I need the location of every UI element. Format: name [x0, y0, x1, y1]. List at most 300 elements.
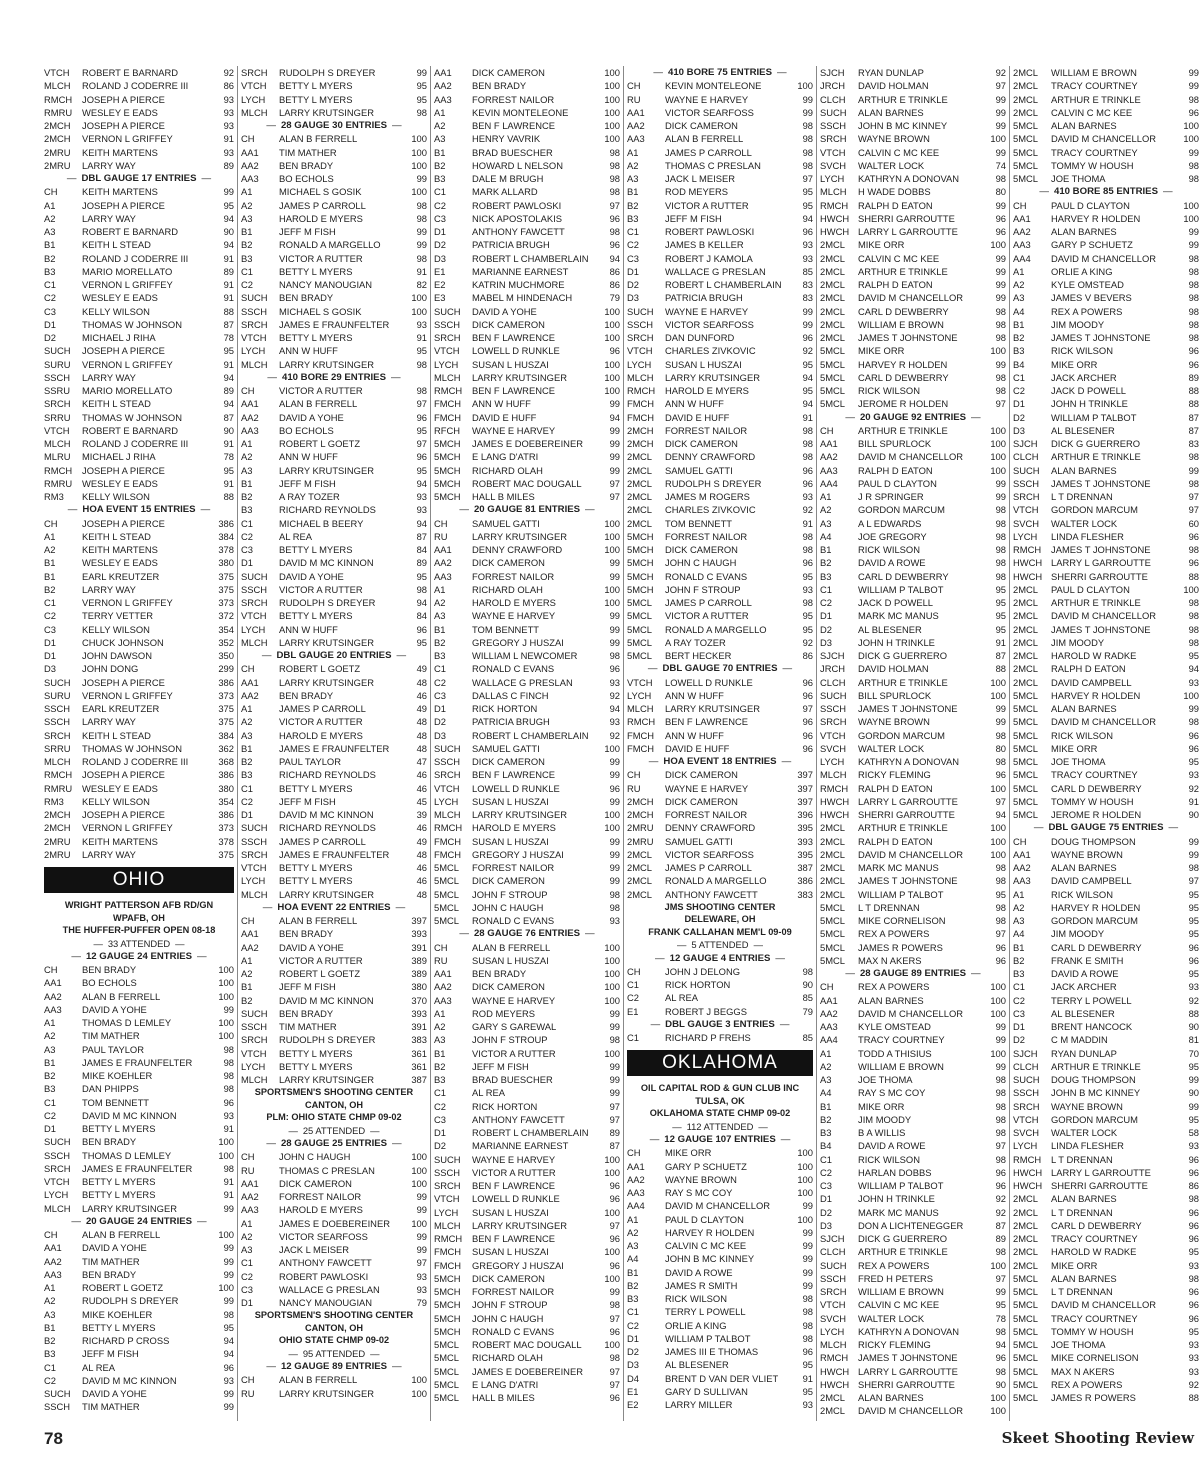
shooter-name: PATRICIA BRUGH — [472, 239, 550, 251]
shooter-name: ROBERT E BARNARD — [82, 424, 179, 436]
class-code: B2 — [434, 1060, 446, 1072]
event-header: — DBL GAUGE 20 ENTRIES — — [241, 649, 427, 662]
result-row — [1013, 861, 1199, 874]
shooter-name: BILL SPURLOCK — [858, 438, 932, 449]
score: 100 — [218, 1282, 234, 1293]
shooter-name: TRACY COURTNEY — [858, 1034, 945, 1046]
class-code: E3 — [434, 292, 446, 304]
result-row — [434, 1219, 620, 1232]
result-row — [820, 901, 1006, 914]
result-row — [1013, 1285, 1199, 1298]
class-code: B1 — [1013, 318, 1025, 330]
result-row — [627, 238, 813, 251]
class-code: CH — [627, 965, 641, 977]
shooter-name: RALPH D EATON — [858, 199, 933, 211]
shooter-name: WAYNE E HARVEY — [472, 424, 556, 436]
result-row — [44, 358, 234, 371]
class-code: SRCH — [241, 67, 268, 78]
result-row — [1013, 649, 1199, 662]
shooter-name: JOHN B MC KINNEY — [665, 1253, 755, 1265]
shooter-name: JOHN H TRINKLE — [1051, 398, 1128, 410]
result-row — [434, 305, 620, 318]
result-row — [434, 662, 620, 675]
shooter-name: KELLY WILSON — [82, 623, 150, 635]
class-code: SUCH — [241, 570, 268, 582]
score: 80 — [995, 186, 1006, 198]
score: 384 — [218, 530, 234, 542]
class-code: D2 — [434, 716, 446, 728]
result-row — [627, 570, 813, 583]
score: 99 — [1188, 835, 1199, 847]
class-code: FMCH — [434, 1259, 462, 1271]
shooter-name: HAROLD W RADKE — [1051, 650, 1137, 661]
class-code: B1 — [44, 557, 56, 569]
shooter-name: HARVEY R HOLDEN — [858, 358, 948, 370]
class-code: 5MCL — [1013, 1325, 1039, 1337]
result-row — [434, 252, 620, 265]
score: 98 — [995, 1100, 1006, 1112]
score: 97 — [1188, 875, 1199, 887]
result-row — [434, 556, 620, 569]
score: 100 — [604, 968, 620, 979]
result-row — [1013, 715, 1199, 728]
result-row — [44, 424, 234, 437]
shooter-name: NANCY MANOUGIAN — [279, 279, 373, 290]
shooter-name: JACK ARCHER — [1051, 371, 1117, 383]
shooter-name: ALAN B FERRELL — [279, 398, 358, 410]
score: 96 — [1188, 530, 1199, 542]
shooter-name: DAVID M CHANCELLOR — [1051, 610, 1157, 622]
score: 95 — [223, 345, 234, 357]
class-code: C2 — [434, 199, 446, 211]
result-row — [1013, 914, 1199, 927]
event-header: — HOA EVENT 18 ENTRIES — — [627, 755, 813, 768]
shooter-name: RICHARD REYNOLDS — [279, 769, 376, 781]
class-code: SJCH — [820, 67, 845, 78]
class-code: A1 — [241, 954, 253, 966]
result-row — [44, 93, 234, 106]
score: 96 — [416, 411, 427, 423]
shooter-name: ROBERT L CHAMBERLAIN — [472, 1127, 589, 1138]
result-row — [627, 1173, 813, 1186]
shooter-name: ARTHUR E TRINKLE — [1051, 597, 1141, 608]
shooter-name: BEN BRADY — [279, 1007, 334, 1019]
result-row — [241, 1033, 427, 1046]
shooter-name: ROBERT E BARNARD — [82, 226, 179, 237]
score: 98 — [802, 438, 813, 449]
result-row — [241, 490, 427, 503]
shooter-name: MIKE KOEHLER — [82, 1308, 153, 1320]
result-row — [627, 450, 813, 463]
result-row — [1013, 66, 1199, 79]
score: 99 — [223, 1268, 234, 1280]
score: 100 — [990, 835, 1006, 847]
event-header: — 410 BORE 85 ENTRIES — — [1013, 185, 1199, 198]
shooter-name: WAYNE E HARVEY — [472, 994, 556, 1006]
score: 100 — [411, 1387, 427, 1399]
shooter-name: RAY S MC COY — [858, 1087, 926, 1099]
class-code: C1 — [241, 1257, 253, 1269]
class-code: LYCH — [820, 173, 845, 184]
shooter-name: AL REA — [665, 992, 698, 1004]
result-row — [627, 1332, 813, 1345]
shooter-name: RAY S MC COY — [665, 1187, 733, 1198]
result-row — [820, 1285, 1006, 1298]
class-code: B1 — [241, 226, 253, 237]
score: 97 — [609, 199, 620, 211]
event-header: — 12 GAUGE 4 ENTRIES — — [627, 952, 813, 965]
class-code: FMCH — [434, 1246, 462, 1258]
result-row — [1013, 344, 1199, 357]
class-code: B4 — [1013, 358, 1025, 370]
class-code: MLCH — [241, 636, 268, 648]
result-row — [44, 596, 234, 609]
score: 99 — [609, 1007, 620, 1019]
result-row — [820, 1272, 1006, 1285]
class-code: 5MCL — [820, 371, 846, 383]
class-code: E1 — [627, 1005, 639, 1017]
score: 98 — [609, 888, 620, 900]
class-code: 5MCL — [434, 901, 460, 913]
result-row — [241, 384, 427, 397]
shooter-name: MAX N AKERS — [858, 954, 922, 966]
score: 99 — [609, 636, 620, 648]
score: 100 — [218, 1229, 234, 1240]
result-row — [627, 835, 813, 848]
shooter-name: VICTOR A RUTTER — [665, 199, 749, 211]
result-row — [820, 93, 1006, 106]
result-row — [44, 742, 234, 755]
class-code: 5MCL — [820, 385, 846, 396]
score: 98 — [995, 1246, 1006, 1258]
score: 92 — [1188, 782, 1199, 794]
score: 93 — [1188, 1339, 1199, 1350]
class-code: A1 — [627, 1213, 639, 1225]
score: 96 — [609, 782, 620, 794]
class-code: 2MRU — [627, 822, 654, 834]
score: 99 — [609, 1060, 620, 1072]
class-code: VTCH — [44, 67, 70, 78]
score: 46 — [416, 689, 427, 701]
class-code: C2 — [820, 1166, 832, 1178]
score: 97 — [609, 1113, 620, 1125]
shooter-name: REX A POWERS — [858, 981, 930, 993]
class-code: CH — [241, 663, 255, 675]
shooter-name: HAROLD E MYERS — [279, 729, 363, 741]
result-row — [1013, 199, 1199, 212]
result-row — [44, 1188, 234, 1201]
result-row — [820, 755, 1006, 768]
result-row — [1013, 212, 1199, 225]
shooter-name: LARRY KRUTSINGER — [279, 676, 374, 688]
shooter-name: RICHARD P FREHS — [665, 1032, 751, 1043]
club-heading: SPORTSMEN'S SHOOTING CENTER — [254, 1087, 414, 1098]
class-code: A3 — [1013, 915, 1025, 926]
shooter-name: RICHARD P CROSS — [82, 1335, 170, 1346]
shooter-name: SAMUEL GATTI — [665, 464, 733, 476]
class-code: VTCH — [241, 332, 267, 343]
shooter-name: VICTOR A RUTTER — [279, 954, 363, 966]
shooter-name: RALPH D EATON — [858, 782, 933, 794]
result-row — [44, 702, 234, 715]
shooter-name: TOM BENNETT — [82, 1096, 150, 1108]
event-header: — 28 GAUGE 25 ENTRIES — — [241, 1137, 427, 1150]
score: 397 — [411, 915, 427, 926]
result-row — [44, 490, 234, 503]
shooter-name: JOHN F STROUP — [472, 1299, 548, 1311]
shooter-name: BEN BRADY — [279, 928, 334, 940]
score: 96 — [802, 477, 813, 489]
shooter-name: BEN F LAWRENCE — [472, 120, 555, 131]
class-code: 5MCL — [1013, 1352, 1039, 1364]
shooter-name: ROLAND J CODERRE III — [82, 438, 189, 449]
result-row — [820, 185, 1006, 198]
class-code: SRCH — [44, 398, 71, 410]
class-code: LYCH — [1013, 1140, 1038, 1152]
score: 92 — [1188, 1378, 1199, 1390]
score: 98 — [1188, 716, 1199, 728]
result-row — [627, 636, 813, 649]
class-code: RU — [241, 1387, 255, 1399]
class-code: A3 — [627, 1240, 639, 1251]
score: 98 — [609, 186, 620, 198]
shooter-name: ARTHUR E TRINKLE — [858, 93, 948, 105]
shooter-name: TOM BENNETT — [472, 623, 540, 635]
result-row — [241, 517, 427, 530]
score: 99 — [609, 424, 620, 436]
shooter-name: WALLACE G PRESLAN — [472, 676, 573, 688]
shooter-name: BETTY L MYERS — [82, 1189, 156, 1201]
result-row — [434, 570, 620, 583]
result-row — [1013, 265, 1199, 278]
score: 96 — [802, 332, 813, 343]
result-row — [241, 888, 427, 901]
result-row — [241, 1373, 427, 1386]
score: 373 — [218, 689, 234, 701]
shooter-name: THOMAS D LEMLEY — [82, 1149, 172, 1161]
result-row — [434, 1338, 620, 1351]
result-row — [820, 994, 1006, 1007]
shooter-name: MICHAEL J RIHA — [82, 332, 156, 343]
attendance-count: — 25 ATTENDED — — [241, 1124, 427, 1137]
class-code: 5MCL — [1013, 1272, 1039, 1284]
result-row — [1013, 927, 1199, 940]
class-code: 5MCL — [1013, 742, 1039, 754]
score: 88 — [1188, 1392, 1199, 1403]
score: 45 — [416, 795, 427, 807]
result-row — [820, 79, 1006, 92]
class-code: A2 — [44, 544, 56, 555]
score: 93 — [609, 915, 620, 926]
shooter-name: DOUG THOMPSON — [1051, 1074, 1136, 1085]
shooter-name: FORREST NAILOR — [665, 809, 748, 820]
score: 372 — [218, 610, 234, 622]
class-code: SSCH — [44, 716, 71, 728]
result-row — [627, 782, 813, 795]
score: 98 — [802, 424, 813, 436]
shooter-name: SHERRI GARROUTTE — [1051, 570, 1148, 582]
class-code: 5MCH — [627, 530, 654, 542]
score: 94 — [223, 398, 234, 410]
class-code: 2MRU — [627, 835, 654, 847]
result-row — [434, 1153, 620, 1166]
shooter-name: LARRY KRUTSINGER — [82, 1202, 177, 1214]
shooter-name: LARRY L GARROUTTE — [1051, 1166, 1151, 1178]
shooter-name: AL REA — [82, 1361, 115, 1373]
shooter-name: MARK MC MANUS — [858, 1206, 939, 1218]
result-row — [434, 941, 620, 954]
class-code: SSRU — [44, 385, 71, 396]
class-code: 5MCL — [1013, 1286, 1039, 1297]
score: 100 — [411, 159, 427, 171]
result-row — [820, 636, 1006, 649]
results-page — [44, 66, 1200, 1421]
score: 96 — [1188, 1312, 1199, 1324]
score: 375 — [218, 570, 234, 582]
class-code: A4 — [1013, 305, 1025, 317]
class-code: 5MCH — [434, 1286, 461, 1297]
result-row — [1013, 1100, 1199, 1113]
class-code: C1 — [1013, 371, 1025, 383]
class-code: SRCH — [434, 769, 461, 781]
score: 393 — [411, 1007, 427, 1019]
shooter-name: JOHN C HAUGH — [472, 901, 544, 913]
class-code: SRCH — [1013, 491, 1040, 502]
score: 94 — [609, 703, 620, 714]
result-row — [1013, 808, 1199, 821]
class-code: B2 — [241, 491, 253, 502]
result-row — [44, 464, 234, 477]
result-row — [627, 1213, 813, 1226]
class-code: FMCH — [434, 398, 462, 410]
shooter-name: JOHN C HAUGH — [472, 1312, 544, 1324]
result-row — [1013, 159, 1199, 172]
class-code: AA2 — [820, 1007, 838, 1019]
result-row — [434, 742, 620, 755]
score: 98 — [995, 173, 1006, 184]
shooter-name: ROBERT L CHAMBERLAIN — [472, 252, 589, 264]
shooter-name: ROBERT L CHAMBERLAIN — [665, 279, 782, 290]
result-row — [44, 1281, 234, 1294]
result-row — [434, 623, 620, 636]
result-row — [434, 835, 620, 848]
result-row — [627, 609, 813, 622]
class-code: B3 — [434, 650, 446, 661]
shooter-name: ROBERT E BARNARD — [82, 67, 179, 78]
shooter-name: RICK WILSON — [858, 385, 920, 396]
shooter-name: RALPH D EATON — [858, 835, 933, 847]
shooter-name: JOHN H TRINKLE — [858, 1193, 935, 1205]
result-row — [241, 93, 427, 106]
result-row — [1013, 888, 1199, 901]
result-row — [434, 1285, 620, 1298]
result-row — [627, 397, 813, 410]
shooter-name: WALTER LOCK — [1051, 1127, 1118, 1138]
class-code: SUCH — [1013, 464, 1040, 476]
score: 94 — [802, 398, 813, 410]
result-row — [434, 782, 620, 795]
score: 93 — [416, 318, 427, 330]
shooter-name: JEROME R HOLDEN — [858, 398, 949, 410]
shooter-name: ROD MEYERS — [665, 186, 729, 198]
score: 100 — [990, 464, 1006, 476]
score: 386 — [218, 517, 234, 529]
result-row — [434, 185, 620, 198]
class-code: A1 — [627, 146, 639, 158]
class-code: 5MCH — [627, 583, 654, 595]
shooter-name: RALPH D EATON — [1051, 663, 1126, 675]
result-row — [627, 978, 813, 991]
shooter-name: ARTHUR E TRINKLE — [858, 265, 948, 277]
shooter-name: ANTHONY FAWCETT — [665, 888, 758, 900]
class-code: AA1 — [820, 438, 838, 449]
class-code: 2MCL — [1013, 106, 1039, 118]
score: 98 — [609, 1352, 620, 1364]
score: 93 — [223, 93, 234, 105]
result-row — [434, 238, 620, 251]
score: 95 — [1188, 901, 1199, 913]
shooter-name: GREGORY J HUSZAI — [472, 848, 564, 860]
score: 100 — [218, 977, 234, 989]
class-code: 2MCH — [44, 809, 71, 820]
shooter-name: MICHAEL B BEERY — [279, 517, 364, 529]
shooter-name: DAVID HOLMAN — [858, 663, 929, 675]
class-code: 5MCL — [820, 345, 846, 357]
result-row — [434, 1033, 620, 1046]
class-code: D2 — [820, 623, 832, 635]
score: 95 — [416, 424, 427, 436]
shooter-name: JOE THOMA — [858, 1074, 913, 1085]
score: 97 — [995, 1140, 1006, 1152]
result-row — [44, 1361, 234, 1374]
shooter-name: BEN BRADY — [472, 80, 527, 92]
score: 100 — [1183, 199, 1199, 211]
score: 100 — [990, 438, 1006, 449]
result-row — [820, 265, 1006, 278]
class-code: RFCH — [434, 424, 461, 436]
result-row — [434, 874, 620, 887]
class-code: D4 — [627, 1372, 639, 1384]
result-row — [820, 570, 1006, 583]
score: 39 — [416, 809, 427, 820]
score: 93 — [223, 120, 234, 131]
result-row — [820, 583, 1006, 596]
shooter-name: HAROLD E MYERS — [472, 597, 556, 608]
shooter-name: LARRY KRUTSINGER — [472, 530, 567, 542]
shooter-name: BEN BRADY — [82, 964, 137, 975]
shooter-name: KEITH MARTENS — [82, 186, 158, 198]
shooter-name: WAYNE BROWN — [1051, 848, 1123, 860]
score: 98 — [995, 318, 1006, 330]
class-code: C1 — [44, 1361, 56, 1373]
result-row — [241, 344, 427, 357]
class-code: AA1 — [241, 676, 259, 688]
score: 395 — [797, 848, 813, 860]
score: 98 — [802, 597, 813, 608]
result-row — [44, 1321, 234, 1334]
class-code: B3 — [44, 1348, 56, 1360]
shooter-name: MIKE ORR — [858, 1100, 905, 1112]
class-code: VTCH — [434, 782, 460, 794]
result-row — [434, 225, 620, 238]
result-row — [241, 265, 427, 278]
class-code: B2 — [241, 994, 253, 1006]
score: 93 — [1188, 1140, 1199, 1152]
result-row — [1013, 106, 1199, 119]
result-row — [434, 861, 620, 874]
score: 100 — [990, 1405, 1006, 1417]
score: 46 — [416, 769, 427, 781]
